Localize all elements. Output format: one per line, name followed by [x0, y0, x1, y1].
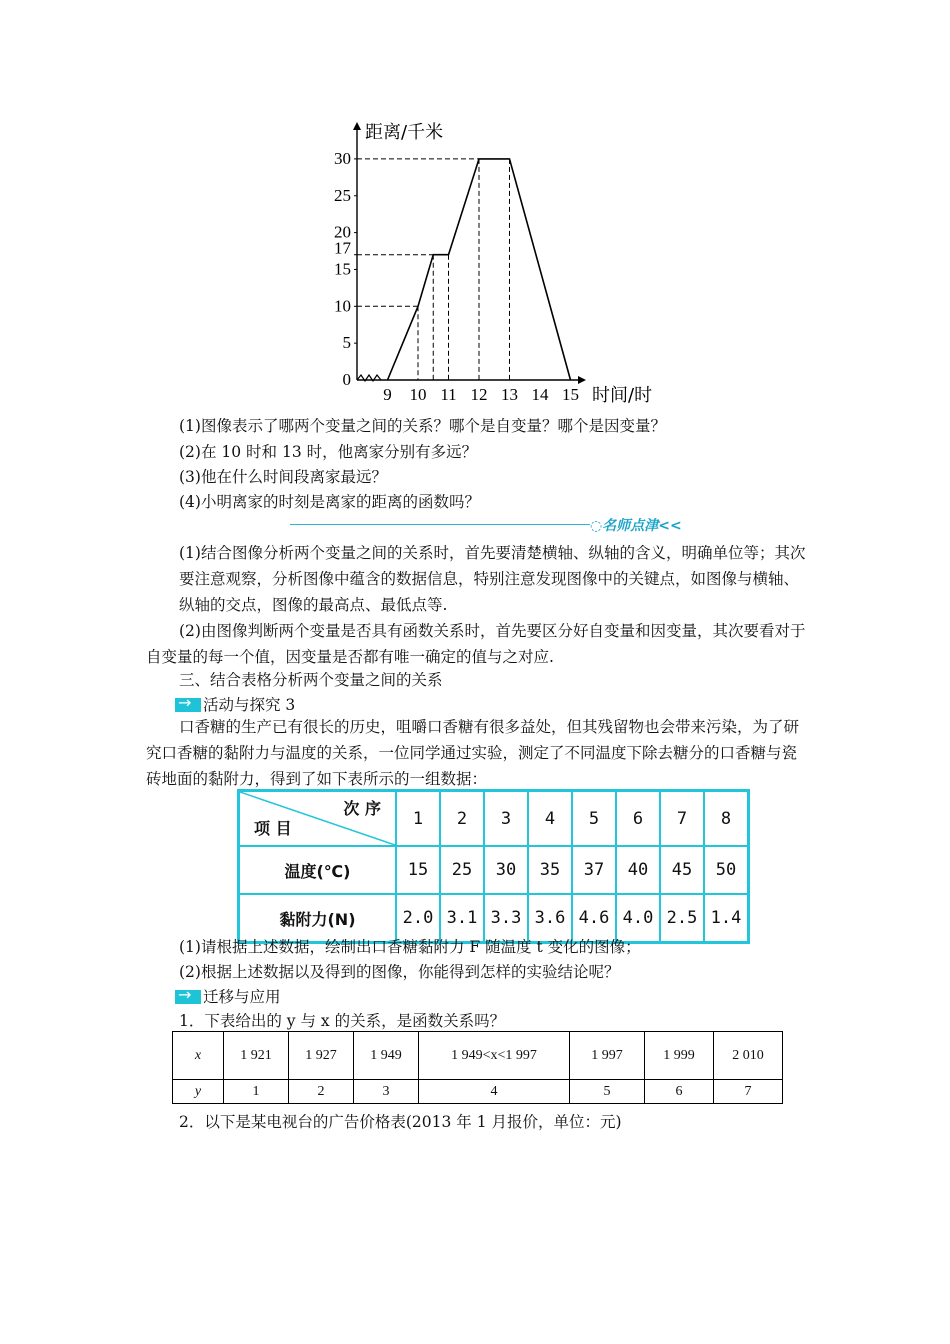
task-2: (2)根据上述数据以及得到的图像，你能得到怎样的实验结论呢？: [179, 963, 620, 981]
x-tick-label: 13: [501, 385, 518, 404]
tip-2: (2)由图像判断两个变量是否具有函数关系时，首先要区分好自变量和因变量，其次要看对于自变量的每一个值，因变量是否都有唯一确定的值与之对应.: [146, 622, 806, 666]
arrow-tag-icon: [175, 698, 201, 712]
y-tick-label: 15: [334, 259, 351, 279]
order-cell: 4: [528, 791, 572, 847]
tip-1: (1)结合图像分析两个变量之间的关系时，首先要清楚横轴、纵轴的含义，明确单位等；其次要注意观察，分析图像中蕴含的数据信息，特别注意发现图像中的关键点，如图像与横轴、纵轴的交点，图像的最高点、最低点等.: [179, 544, 806, 614]
order-cell: 7: [660, 791, 704, 847]
temp-cell: 30: [484, 846, 528, 894]
order-cell: 6: [616, 791, 660, 847]
force-cell: 2.0: [396, 894, 440, 943]
y-tick-label: 10: [334, 296, 351, 316]
x-tick-label: 11: [440, 385, 457, 404]
y-cell: 1: [224, 1080, 289, 1104]
y-tick-label: 17: [334, 238, 351, 258]
transfer-heading: →迁移与应用: [175, 987, 281, 1007]
x-tick-label: 15: [562, 385, 579, 404]
task-1: (1)请根据上述数据，绘制出口香糖黏附力 F 随温度 t 变化的图像；: [179, 938, 641, 956]
xy-table: [172, 1031, 783, 1104]
y-cell: 3: [354, 1080, 419, 1104]
force-cell: 4.6: [572, 894, 616, 943]
force-cell: 1.4: [704, 894, 749, 943]
question-3: (3)他在什么时间段离家最远？: [179, 468, 387, 486]
y-axis-label: 距离/千米: [365, 122, 444, 143]
x-cell: 1 921: [224, 1032, 289, 1080]
question-2: (2)在 10 时和 13 时，他离家分别有多远？: [179, 443, 478, 461]
order-cell: 2: [440, 791, 484, 847]
order-cell: 8: [704, 791, 749, 847]
y-cell: 4: [419, 1080, 570, 1104]
x-cell: 1 927: [289, 1032, 354, 1080]
x-axis-arrow: [578, 376, 586, 384]
temp-cell: 15: [396, 846, 440, 894]
activity-heading: →活动与探究 3: [175, 695, 295, 715]
temp-cell: 40: [616, 846, 660, 894]
force-cell: 3.1: [440, 894, 484, 943]
x-axis-label: 时间/时: [592, 385, 653, 406]
y-tick-label: 0: [342, 370, 351, 389]
intro-paragraph: 口香糖的生产已有很长的历史，咀嚼口香糖有很多益处，但其残留物也会带来污染，为了研究口香糖的黏附力与温度的关系，一位同学通过实验，测定了不同温度下除去糖分的口香糖与瓷砖地面的黏附力，得到了如下表所示的一组数据：: [146, 718, 800, 788]
temp-cell: 45: [660, 846, 704, 894]
y-tick-label: 25: [334, 185, 351, 205]
y-tick-label: 30: [334, 148, 351, 168]
question-4: (4)小明离家的时刻是离家的距离的函数吗？: [179, 493, 480, 511]
x-cell: 2 010: [714, 1032, 783, 1080]
x-tick-label: 12: [470, 385, 488, 404]
section-heading: 三、结合表格分析两个变量之间的关系: [179, 671, 443, 689]
tip-badge: ◌名师点津<<: [590, 518, 682, 534]
y-tick-label: 5: [342, 333, 351, 353]
force-cell: 2.5: [660, 894, 704, 943]
temp-cell: 25: [440, 846, 484, 894]
x-tick-label: 10: [409, 385, 427, 404]
y-cell: 7: [714, 1080, 783, 1104]
diagonal-header: 次 序 项 目: [239, 791, 397, 847]
exercise-2: 2．以下是某电视台的广告价格表(2013 年 1 月报价，单位：元): [179, 1113, 622, 1131]
distance-time-graph: [330, 118, 660, 410]
y-axis-arrow: [353, 122, 361, 130]
separator-line: [290, 524, 590, 525]
force-label: 黏附力(N): [239, 894, 397, 943]
question-1: (1)图像表示了哪两个变量之间的关系？哪个是自变量？哪个是因变量？: [179, 417, 666, 435]
temp-label: 温度(℃): [239, 846, 397, 894]
x-tick-label: 14: [531, 385, 549, 404]
temp-cell: 37: [572, 846, 616, 894]
arrow-tag-icon: [175, 990, 201, 1004]
x-cell: 1 949: [354, 1032, 419, 1080]
x-cell: 1 949<x<1 997: [419, 1032, 570, 1080]
y-cell: 5: [570, 1080, 645, 1104]
x-cell: 1 999: [645, 1032, 714, 1080]
force-cell: 3.6: [528, 894, 572, 943]
y-tick-label: 20: [334, 222, 351, 242]
exercise-1: 1．下表给出的 y 与 x 的关系，是函数关系吗？: [179, 1012, 506, 1030]
y-label: y: [173, 1080, 224, 1104]
adhesion-table: [237, 789, 750, 944]
temp-cell: 35: [528, 846, 572, 894]
x-label: x: [173, 1032, 224, 1080]
order-cell: 5: [572, 791, 616, 847]
order-cell: 3: [484, 791, 528, 847]
y-cell: 6: [645, 1080, 714, 1104]
temp-cell: 50: [704, 846, 749, 894]
y-cell: 2: [289, 1080, 354, 1104]
force-cell: 3.3: [484, 894, 528, 943]
force-cell: 4.0: [616, 894, 660, 943]
x-cell: 1 997: [570, 1032, 645, 1080]
order-cell: 1: [396, 791, 440, 847]
x-tick-label: 9: [383, 385, 392, 404]
